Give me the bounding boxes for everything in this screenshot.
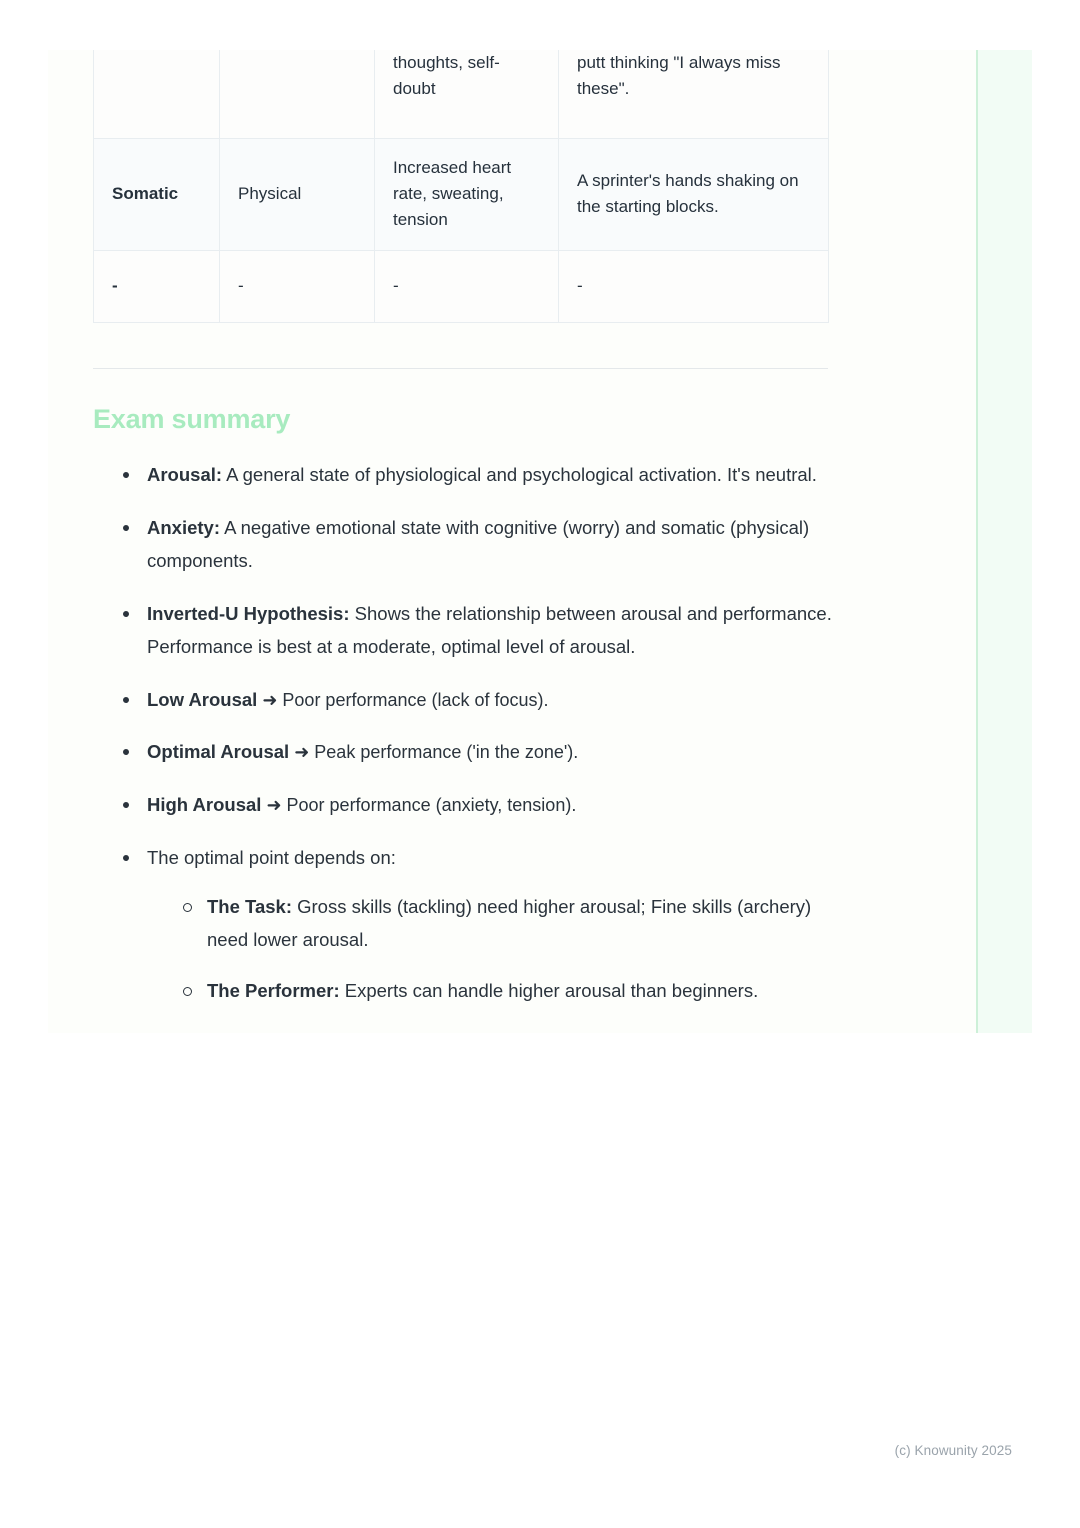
table-row <box>94 138 829 250</box>
list-item-text: Shows the relationship between arousal and performance. Performance is best at a moderate, optimal level of arousal. <box>147 602 832 657</box>
table-cell-example: putt thinking "I always miss these". <box>559 50 829 138</box>
list-item <box>111 459 851 492</box>
exam-summary-sublist <box>147 891 851 1008</box>
document-content <box>93 50 883 1028</box>
list-item-text: ➜ Poor performance (anxiety, tension). <box>261 795 577 816</box>
list-item <box>177 891 851 957</box>
list-item-term: Low Arousal <box>147 688 258 710</box>
table-cell-example: - <box>559 250 829 322</box>
table-row <box>94 250 829 322</box>
list-item-term: Arousal: <box>147 463 223 485</box>
list-item-text: Experts can handle higher arousal than beginners. <box>339 980 759 1002</box>
list-item <box>111 512 851 578</box>
document-sheet <box>48 50 1032 1033</box>
list-item-text: A negative emotional state with cognitive (worry) and somatic (physical) components. <box>147 516 810 571</box>
list-item <box>111 789 851 822</box>
list-item <box>111 842 851 1008</box>
list-item-text: A general state of physiological and psychological activation. It's neutral. <box>222 463 817 485</box>
list-item <box>177 975 851 1008</box>
table-cell-category: Physical <box>220 138 375 250</box>
list-item-text: Gross skills (tackling) need higher arousal; Fine skills (archery) need lower arousal. <box>207 896 812 951</box>
anxiety-types-table <box>93 50 829 323</box>
page-title: Exam summary <box>93 403 291 434</box>
table-cell-category <box>220 50 375 138</box>
list-item-term: The Performer: <box>207 980 340 1002</box>
table-cell-symptoms: - <box>375 250 559 322</box>
list-item-term: Optimal Arousal <box>147 741 290 763</box>
table-cell-type <box>94 50 220 138</box>
exam-summary-list <box>93 459 883 1008</box>
list-item <box>111 684 851 717</box>
list-item <box>111 736 851 769</box>
table-row <box>94 50 829 138</box>
table-cell-symptoms: thoughts, self-doubt <box>375 50 559 138</box>
table-cell-example: A sprinter's hands shaking on the starting blocks. <box>559 138 829 250</box>
table-cell-category: - <box>220 250 375 322</box>
table-cell-symptoms: Increased heart rate, sweating, tension <box>375 138 559 250</box>
sheet-accent-bar <box>976 50 1032 1033</box>
copyright-footer: (c) Knowunity 2025 <box>894 1443 1012 1458</box>
section-divider <box>93 368 828 369</box>
list-item-term: High Arousal <box>147 794 262 816</box>
list-item-term: Anxiety: <box>147 516 220 538</box>
list-item-term: Inverted-U Hypothesis: <box>147 602 350 624</box>
list-item-text: ➜ Peak performance ('in the zone'). <box>289 742 579 763</box>
list-item-text: The optimal point depends on: <box>147 847 396 869</box>
table-cell-type: Somatic <box>94 138 220 250</box>
table-cell-type: - <box>94 250 220 322</box>
list-item-text: ➜ Poor performance (lack of focus). <box>257 689 549 710</box>
list-item <box>111 598 851 664</box>
list-item-term: The Task: <box>207 896 292 918</box>
